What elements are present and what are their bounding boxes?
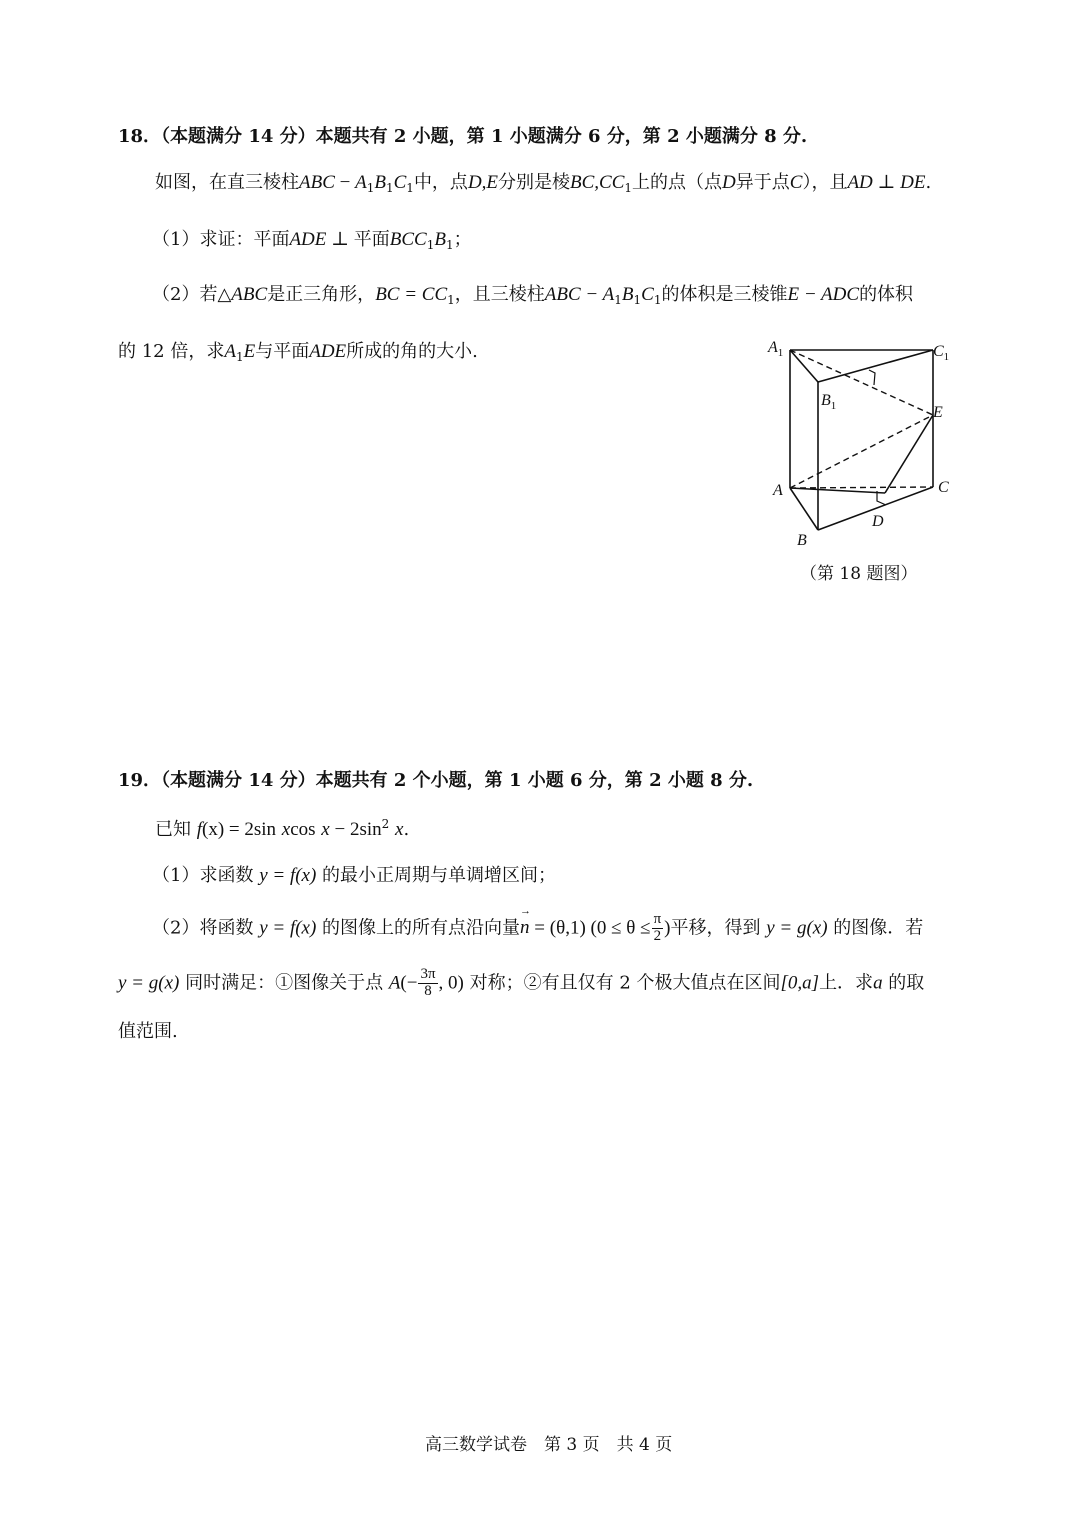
label-A1: $A_1$ bbox=[768, 339, 784, 359]
q19-heading: 19．（本题满分 14 分）本题共有 2 个小题，第 1 小题 6 分，第 2 小题 8 分. bbox=[118, 770, 754, 791]
label-B1: $B_1$ bbox=[821, 392, 837, 412]
label-C1: $C_1$ bbox=[933, 343, 950, 363]
label-B: B bbox=[797, 532, 807, 549]
q19-part2-line2: y = g(x) 同时满足：①图像关于点 A(− $\frac{3\pi}{8}$ , 0) 对称；②有且仅有 2 个极大值点在区间[0,a]上．求a 的取 bbox=[118, 966, 925, 999]
q18-part2-line2: 的 12 倍，求$A_1E$与平面ADE所成的角的大小. bbox=[118, 341, 478, 364]
q18-intro: 如图，在直三棱柱ABC − $A_1B_1C_1$中，点D,E分别是棱$BC,CC_1$上的点（点D异于点C），且AD ⊥ DE. bbox=[155, 172, 932, 195]
page-footer: 高三数学试卷 第 3 页 共 4 页 bbox=[425, 1435, 673, 1455]
three-pi-over-8: $\frac{3\pi}{8}$ bbox=[420, 966, 436, 999]
q19-given: 已知 f(x) = 2sin xcos $x - 2\sin^2$ x. bbox=[155, 817, 410, 840]
edge-ad bbox=[790, 488, 885, 493]
label-D: D bbox=[872, 513, 884, 530]
label-A: A bbox=[773, 482, 783, 499]
q18-part1: （1）求证：平面ADE ⊥ 平面$BCC_1B_1$； bbox=[152, 229, 472, 252]
q19-part2-line1: （2）将函数 y = f(x) 的图像上的所有点沿向量→ n = (θ,1) (0 ≤ θ ≤ $\frac{\pi}{2}$ )平移，得到 y = g(x) 的图像．若 bbox=[152, 912, 923, 945]
pi-over-2: $\frac{\pi}{2}$ bbox=[653, 911, 662, 944]
right-angle-mark-top bbox=[869, 370, 875, 385]
edge-a1b1 bbox=[790, 350, 818, 382]
figure-caption: （第 18 题图） bbox=[800, 564, 918, 584]
edge-ae-hidden bbox=[790, 415, 933, 488]
edge-b1c1 bbox=[818, 350, 933, 382]
label-E: E bbox=[933, 404, 943, 421]
q18-heading: 18．（本题满分 14 分）本题共有 2 小题，第 1 小题满分 6 分，第 2 小题满分 8 分. bbox=[118, 126, 808, 147]
vector-n: → n bbox=[520, 918, 530, 937]
label-C: C bbox=[938, 479, 949, 496]
q19-part2-line3: 值范围. bbox=[118, 1021, 178, 1042]
edge-ac-hidden bbox=[790, 487, 933, 488]
q19-part1: （1）求函数 y = f(x) 的最小正周期与单调增区间； bbox=[152, 865, 557, 886]
edge-a1e-hidden bbox=[790, 350, 933, 415]
prism-figure bbox=[765, 335, 965, 595]
edge-ab bbox=[790, 488, 818, 530]
q18-part2-line1: （2）若△ABC是正三角形，BC = $CC_1$，且三棱柱ABC − $A_1B_1C_1$的体积是三棱锥E − ADC的体积 bbox=[152, 284, 914, 307]
